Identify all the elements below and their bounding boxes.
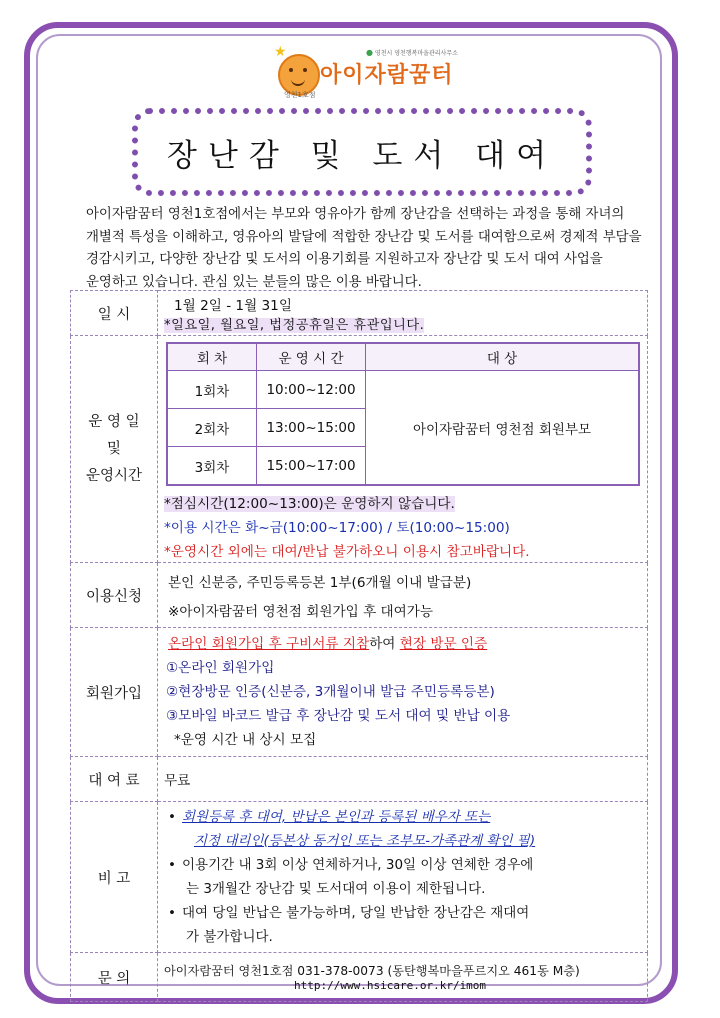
session-row: 2회차 13:00~15:00 xyxy=(167,409,639,447)
schedule-table xyxy=(166,342,640,486)
logo-name: 아이자람꿈터 xyxy=(320,63,454,88)
content-hours xyxy=(158,336,648,563)
row-date xyxy=(71,291,648,336)
join-step-1: ①온라인 회원가입 xyxy=(166,660,275,676)
label-apply: 이용신청 xyxy=(71,563,158,628)
row-fee xyxy=(71,757,648,802)
row-join xyxy=(71,628,648,757)
leaf-icon: ● xyxy=(366,48,373,57)
content-join: 온라인 회원가입 후 구비서류 지참하여 현장 방문 인증 ①온라인 회원가입 ②현장방문 인증(신분증, 3개월이내 발급 주민등록등본) ③모바일 바코드 발급 후 장난감 및 도서 대여 및 반납 이용 *운영 시간 내 상시 모집 xyxy=(158,628,648,757)
intro-paragraph: 아이자람꿈터 영천1호점에서는 부모와 영유아가 함께 장난감을 선택하는 과정을 통해 자녀의 개별적 특성을 이해하고, 영유아의 발달에 적합한 장난감 및 도서를 대여함으로써 경제적 부담을 경감시키고, 다양한 장난감 및 도서의 이용기회를 지원하고자 장난감 및 도서 대여 사업을 운영하고 있습니다. 관심 있는 분들의 많은 이용 바랍니다. xyxy=(86,207,642,290)
remark-item-1: • 회원등록 후 대여, 반납은 본인과 등록된 배우자 또는 xyxy=(168,809,491,825)
fee-value: 무료 xyxy=(158,757,648,802)
info-table xyxy=(70,290,648,1002)
closed-notice: *일요일, 월요일, 법정공휴일은 휴관입니다. xyxy=(164,317,425,333)
session-row: 3회차 15:00~17:00 xyxy=(167,447,639,486)
label-date: 일 시 xyxy=(71,291,158,336)
remark-item-3: • 대여 당일 반납은 불가능하며, 당일 반납한 장난감은 재대여 xyxy=(168,905,530,921)
join-step-3: ③모바일 바코드 발급 후 장난감 및 도서 대여 및 반납 이용 xyxy=(166,708,511,724)
target-cell: 아이자람꿈터 영천점 회원부모 xyxy=(366,371,640,486)
row-contact xyxy=(71,953,648,1002)
join-visit-text: 현장 방문 인증 xyxy=(399,636,488,652)
contact-url: http://www.hsicare.or.kr/imom xyxy=(294,979,487,992)
star-icon: ★ xyxy=(274,44,287,60)
contact-info: 아이자람꿈터 영천1호점 031-378-0073 (동탄행복마을푸르지오 461동 M층) xyxy=(164,964,580,978)
join-note: *운영 시간 내 상시 모집 xyxy=(174,732,317,748)
label-contact: 문 의 xyxy=(71,953,158,1002)
label-remark: 비 고 xyxy=(71,802,158,953)
content-date xyxy=(158,291,648,336)
header-time: 운 영 시 간 xyxy=(257,343,366,371)
lunch-notice: *점심시간(12:00~13:00)은 운영하지 않습니다. xyxy=(164,496,455,512)
logo-sub: 영천1호점 xyxy=(284,91,316,99)
apply-note: ※아이자람꿈터 영천점 회원가입 후 대여가능 xyxy=(168,603,434,620)
hours-notice: *이용 시간은 화~금(10:00~17:00) / 토(10:00~15:00) xyxy=(164,520,510,536)
remark-item-2: • 이용기간 내 3회 이상 연체하거나, 30일 이상 연체한 경우에 xyxy=(168,857,534,873)
header-target: 대 상 xyxy=(366,343,640,371)
apply-docs: 본인 신분증, 주민등록등본 1부(6개월 이내 발급분) xyxy=(168,574,472,591)
join-step-2: ②현장방문 인증(신분증, 3개월이내 발급 주민등록등본) xyxy=(166,684,495,700)
content-contact xyxy=(158,953,648,1002)
label-hours: 운 영 일 및 운영시간 xyxy=(71,336,158,563)
row-remark xyxy=(71,802,648,953)
row-apply xyxy=(71,563,648,628)
content-remark: • 회원등록 후 대여, 반납은 본인과 등록된 배우자 또는 지정 대리인(등본상 동거인 또는 조부모-가족관계 확인 필) • 이용기간 내 3회 이상 연체하거나, 30일 이상 연체한 경우에 는 3개월간 장난감 및 도서대여 이용이 제한됩니다. • 대여 당일 반납은 불가능하며, 당일 반납한 장난감은 재대여 가 불가합니다. xyxy=(158,802,648,953)
header-session: 회 차 xyxy=(167,343,257,371)
join-online-text: 온라인 회원가입 후 구비서류 지참 xyxy=(168,636,370,652)
title-box xyxy=(132,108,592,196)
date-range: 1월 2일 - 1월 31일 xyxy=(174,297,292,314)
label-join: 회원가입 xyxy=(71,628,158,757)
page-title: 장난감 및 도서 대여 xyxy=(166,137,558,174)
outside-hours-notice: *운영시간 외에는 대여/반납 불가하오니 이용시 참고바랍니다. xyxy=(164,544,530,560)
content-apply xyxy=(158,563,648,628)
label-fee: 대 여 료 xyxy=(71,757,158,802)
logo xyxy=(272,44,482,102)
session-row: 1회차 10:00~12:00 아이자람꿈터 영천점 회원부모 xyxy=(167,371,639,409)
row-hours xyxy=(71,336,648,563)
logo-top-text: ● 영천시 영천행복마을관리사무소 xyxy=(366,48,458,57)
